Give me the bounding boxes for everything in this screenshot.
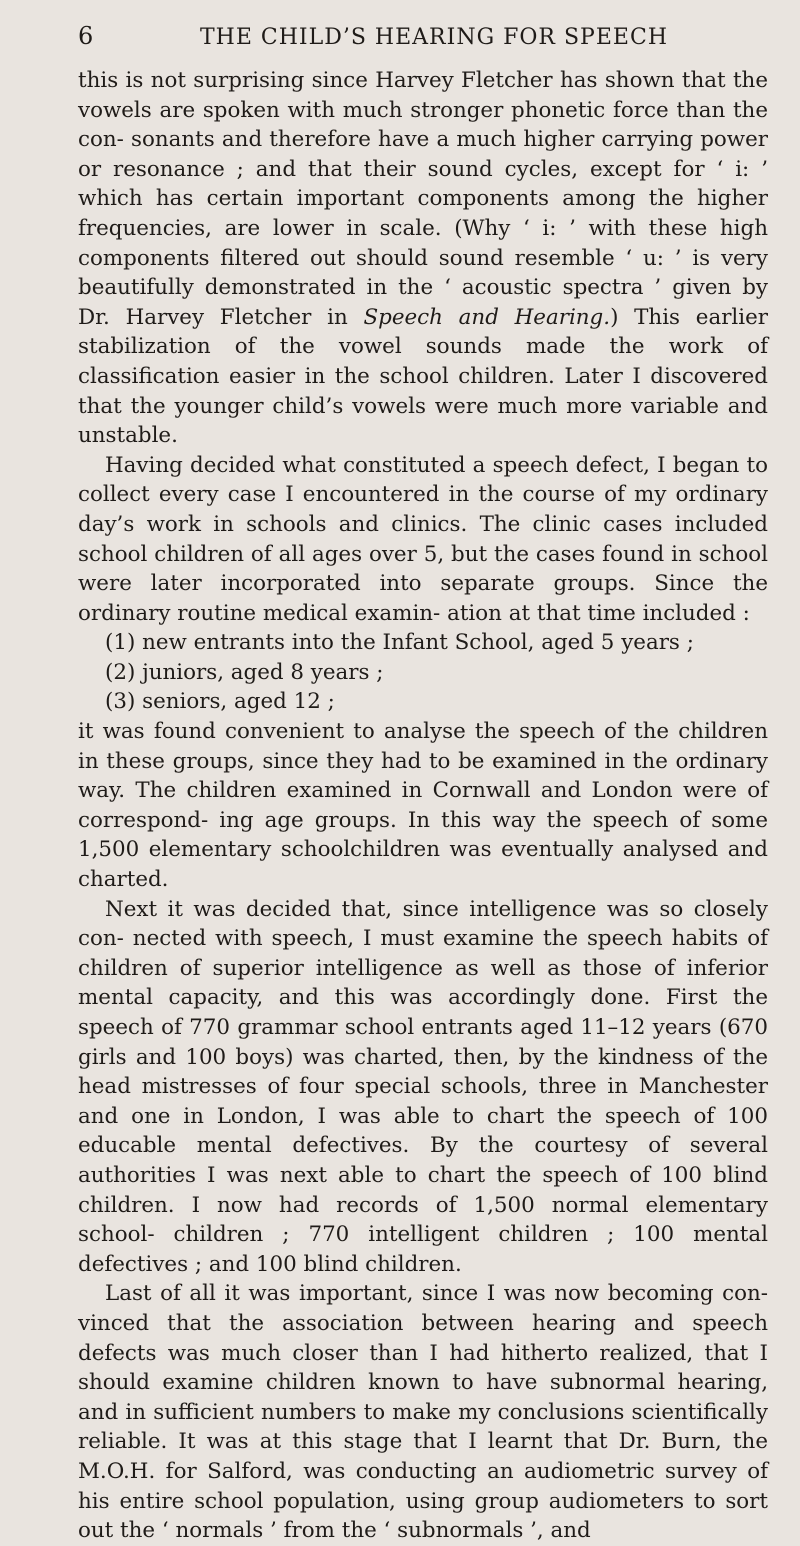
list-item-1: (1) new entrants into the Infant School, aged 5 years ; [105,630,694,656]
paragraph-1-part-1: this is not surprising since Harvey Fletcher has shown that the vowels are spoken with much stronger phonetic force than the con- sonants and therefore have a much higher carrying power or resonance ; and that their sound cycles, except for ‘ i: ’ which has certain important components among the higher frequencies, are lower in scale. (Why ‘ i: ’ with these high components filtered out should sound resemble ‘ u: ’ is very beautifully demonstrated in the ‘ acoustic spectra ’ given by Dr. Harvey Fletcher in [78,68,768,330]
paragraph-3: it was found convenient to analyse the speech of the children in these groups, since they had to be examined in the ordinary way. The children examined in Cornwall and London were of correspond- ing age groups. In this way the speech of some 1,500 elementary schoolchildren was eventually analysed and charted. [78,719,768,893]
paragraph-2: Having decided what constituted a speech defect, I began to collect every case I encountered in the course of my ordinary day’s work in schools and clinics. The clinic cases included school children of all ages over 5, but the cases found in school were later incorporated into separate groups. Since the ordinary routine medical examin- ation at that time included : [78,452,768,626]
list-item-2: (2) juniors, aged 8 years ; [105,659,384,685]
running-title: THE CHILD’S HEARING FOR SPEECH [200,25,669,50]
body-text [78,66,768,1546]
page-number: 6 [78,22,94,50]
paragraph-5: Last of all it was important, since I was now becoming con- vinced that the association between hearing and speech defects was much closer than I had hitherto realized, that I should examine children known to have subnormal hearing, and in sufficient numbers to make my conclusions scientifically reliable. It was at this stage that I learnt that Dr. Burn, the M.O.H. for Salford, was conducting an audiometric survey of his entire school population, using group audiometers to sort out the ‘ normals ’ from the ‘ subnormals ’, and [78,1281,768,1544]
book-title-speech-and-hearing: Speech and Hearing. [363,304,611,330]
running-header [78,22,768,66]
paragraph-1-part-2: ) This earlier stabilization of the vowel sounds made the work of classification easier in the school children. Later I discovered that the younger child’s vowels were much more variable and unstable. [78,304,768,449]
book-page [78,22,768,1546]
paragraph-4: Next it was decided that, since intelligence was so closely con- nected with speech, I must examine the speech habits of children of superior intelligence as well as those of inferior mental capacity, and this was accordingly done. First the speech of 770 grammar school entrants aged 11–12 years (670 girls and 100 boys) was charted, then, by the kindness of the head mistresses of four special schools, three in Manchester and one in London, I was able to chart the speech of 100 educable mental defectives. By the courtesy of several authorities I was next able to chart the speech of 100 blind children. I now had records of 1,500 normal elementary school- children ; 770 intelligent children ; 100 mental defectives ; and 100 blind children. [78,896,768,1277]
paragraph-1 [78,66,768,451]
list-item-3: (3) seniors, aged 12 ; [105,689,335,715]
